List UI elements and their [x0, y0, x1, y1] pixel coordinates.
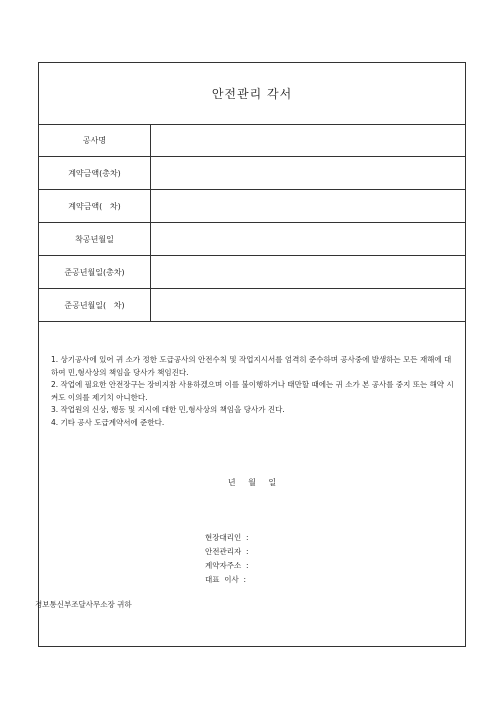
clause-2: 2. 작업에 필요한 안전장구는 장비지참 사용하겠으며 이를 불이행하거나 태만할 때에는 귀 소가 본 공사를 중지 또는 해약 시켜도 이의를 제기치 아니한다.: [51, 380, 454, 402]
field-value-contract-amount-phase[interactable]: [151, 190, 465, 222]
field-value-completion-date-total[interactable]: [151, 256, 465, 288]
signature-site-agent: 현장대리인 :: [205, 533, 249, 542]
table-row: [39, 190, 465, 223]
table-row: [39, 289, 465, 322]
table-row: [39, 223, 465, 256]
signature-ceo: 대표 이사 :: [205, 575, 247, 584]
clause-4: 4. 기타 공사 도급계약서에 준한다.: [51, 417, 165, 427]
table-row: [39, 124, 465, 157]
table-row: [39, 256, 465, 289]
document-title: 안전관리 각서: [211, 87, 293, 101]
field-label-start-date: 착공년월일: [39, 223, 151, 255]
field-label-completion-date-total: 준공년월일(총차): [39, 256, 151, 288]
date-line: 년 월 일: [227, 478, 277, 487]
field-value-start-date[interactable]: [151, 223, 465, 255]
field-label-contract-amount-phase: 계약금액( 차): [39, 190, 151, 222]
table-row: [39, 157, 465, 190]
signature-block: [205, 531, 249, 587]
field-label-completion-date-phase: 준공년월일( 차): [39, 289, 151, 321]
recipient: 경보통신부조달사무소장 귀하: [35, 600, 132, 609]
clause-1: 1. 상기공사에 있어 귀 소가 정한 도급공사의 안전수칙 및 작업지시서를 엄격히 준수하며 공사중에 발생하는 모든 재해에 대하여 민,형사상의 책임을 당사가 책임진다.: [51, 355, 452, 377]
field-value-project-name[interactable]: [151, 124, 465, 156]
clauses: [51, 354, 455, 429]
document-frame: [35, 62, 466, 647]
signature-contractor-address: 계약자주소 :: [205, 561, 249, 570]
clause-3: 3. 작업원의 신상, 행동 및 지시에 대한 민,형사상의 책임을 당사가 진다.: [51, 405, 285, 414]
title-row: [39, 63, 465, 125]
field-value-contract-amount-total[interactable]: [151, 157, 465, 189]
signature-safety-manager: 안전관리자 :: [205, 547, 249, 556]
field-label-contract-amount-total: 계약금액(총차): [39, 157, 151, 189]
field-label-project-name: 공사명: [39, 124, 151, 156]
info-table: [39, 124, 465, 322]
field-value-completion-date-phase[interactable]: [151, 289, 465, 321]
